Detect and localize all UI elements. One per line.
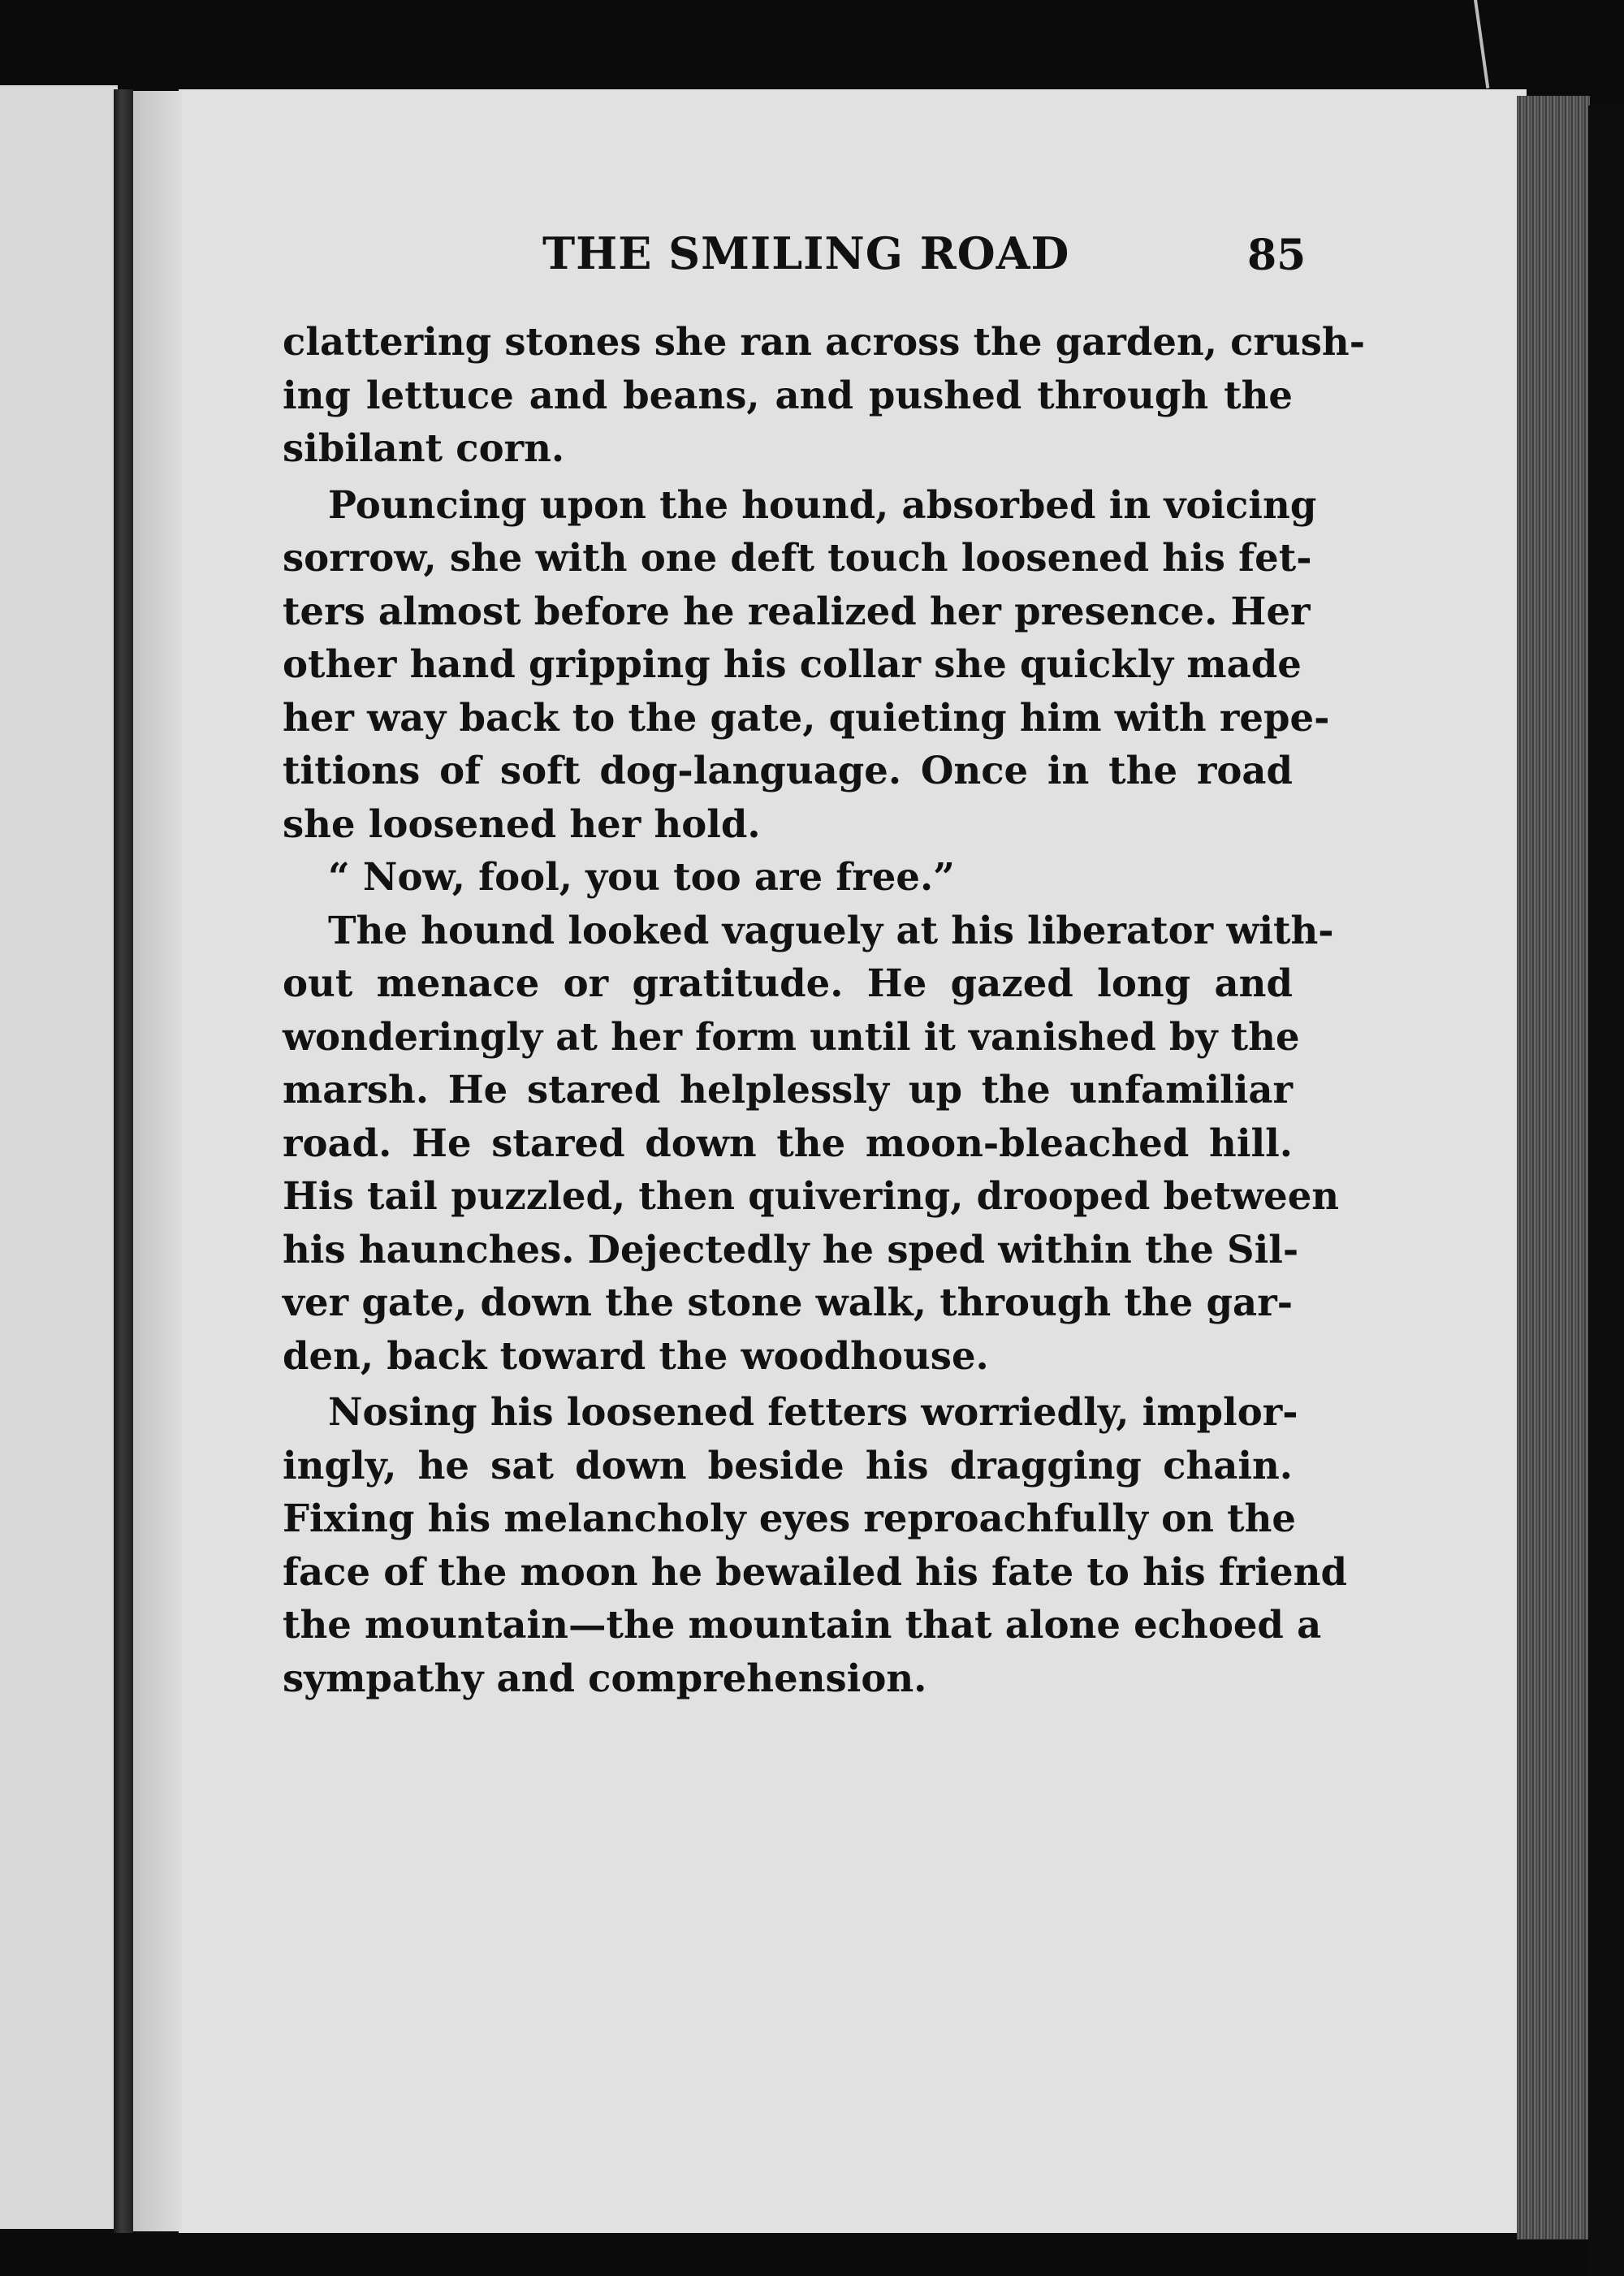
text-line: wonderingly at her form until it vanished by the [283,1013,1300,1059]
text-line: sibilant corn. [283,425,565,470]
paragraph [283,850,1293,904]
scanner-edge-line [1474,0,1489,89]
text-line: ingly, he sat down beside his dragging chain. [283,1442,1293,1488]
page-edges [1517,96,1590,2239]
text-line: “ Now, fool, you too are free.” [328,854,955,899]
text-line: she loosened her hold. [283,801,761,846]
text-line: marsh. He stared helplessly up the unfamiliar [283,1067,1293,1112]
book-gutter [114,89,133,2233]
left-facing-page [0,85,118,2229]
page-number: 85 [1247,231,1307,280]
text-line: den, back toward the woodhouse. [283,1332,989,1378]
text-line: other hand gripping his collar she quickly made [283,641,1302,686]
text-line: The hound looked vaguely at his liberator with- [328,907,1334,952]
text-line: ver gate, down the stone walk, through the gar- [283,1280,1293,1324]
text-line: her way back to the gate, quieting him with repe- [283,694,1330,740]
text-line: Fixing his melancholy eyes reproachfully on the [283,1496,1296,1540]
text-line: sympathy and comprehension. [283,1655,927,1700]
paragraph [283,315,1366,475]
text-line: road. He stared down the moon-bleached hill. [283,1120,1293,1165]
text-line: Pouncing upon the hound, absorbed in voicing [328,482,1317,527]
book-cover-edge [1588,106,1624,2276]
text-line: his haunches. Dejectedly he sped within the Sil- [283,1226,1299,1272]
text-line: sorrow, she with one deft touch loosened his fet- [283,535,1312,580]
running-title: THE SMILING ROAD [542,227,1070,279]
paragraph [283,478,1330,851]
text-line: His tail puzzled, then quivering, drooped between [283,1173,1340,1218]
text-line: Nosing his loosened fetters worriedly, implor- [328,1389,1298,1434]
text-line: the mountain—the mountain that alone echoed a [283,1602,1322,1647]
text-line: ing lettuce and beans, and pushed through the [283,372,1293,417]
text-line: face of the moon he bewailed his fate to his friend [283,1548,1347,1594]
gutter-shadow [133,91,182,2231]
text-line: ters almost before he realized her presence. Her [283,588,1311,633]
text-line: out menace or gratitude. He gazed long and [283,961,1293,1005]
text-line: clattering stones she ran across the garden, crush- [283,319,1366,364]
body-text [283,315,1366,1704]
text-line: titions of soft dog-language. Once in the road [283,748,1293,792]
paragraph [283,1385,1347,1704]
paragraph [283,904,1340,1383]
